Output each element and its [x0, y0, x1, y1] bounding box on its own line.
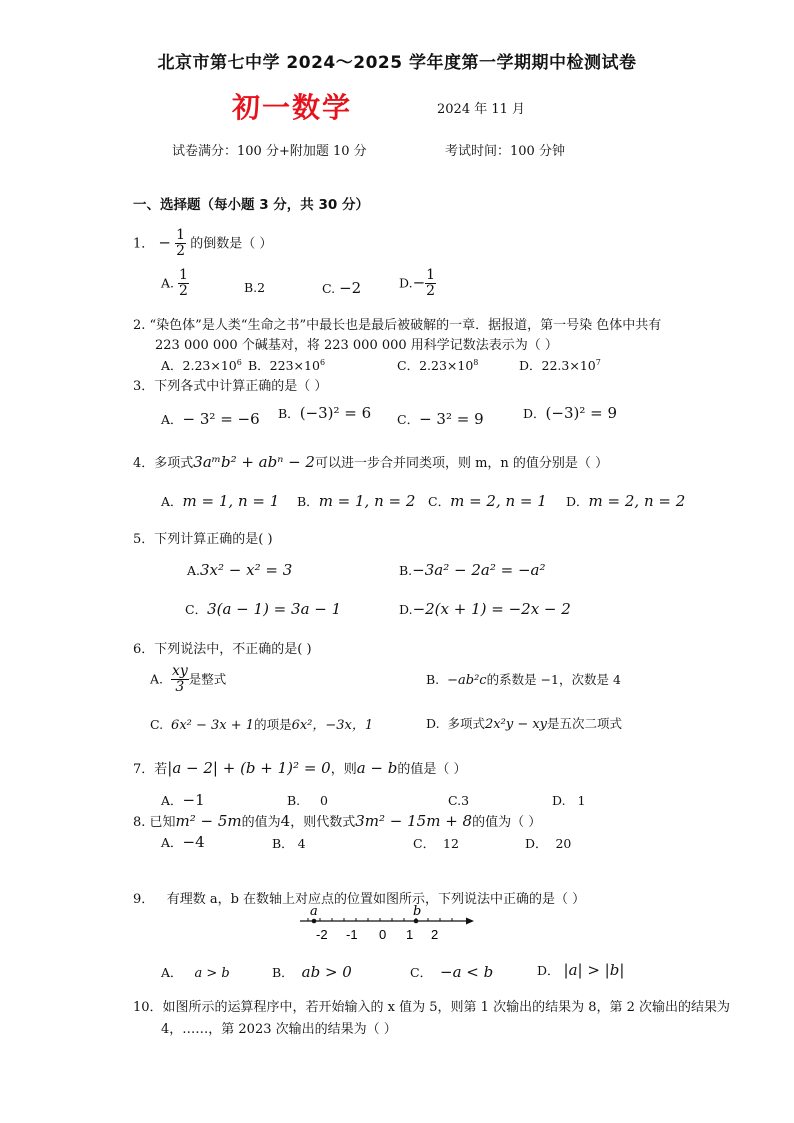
- q5-option-b: B.−3a² − 2a² = −a²: [399, 561, 546, 579]
- question-9: 9． 有理数 a，b 在数轴上对应点的位置如图所示，下列说法中正确的是（ ）: [133, 892, 586, 907]
- q9-option-a: A． a > b: [161, 965, 230, 981]
- section-heading: 一、选择题（每小题 3 分，共 30 分）: [133, 197, 369, 213]
- exam-date: 2024 年 11 月: [437, 102, 526, 117]
- q5-option-a: A.3x² − x² = 3: [187, 561, 293, 579]
- q4-option-a: A．m = 1, n = 1: [161, 492, 280, 510]
- point-b-dot: [414, 919, 419, 924]
- axis-arrow: [466, 918, 474, 925]
- question-2-line2: 223 000 000 个碱基对，将 223 000 000 用科学记数法表示为（ ）: [155, 338, 558, 353]
- q6-option-c: C. 6x² − 3x + 1的项是6x²，−3x，1: [150, 717, 374, 733]
- q4-option-c: C．m = 2, n = 1: [428, 492, 547, 510]
- q1-option-c: C. −2: [322, 279, 362, 297]
- tick-label: 1: [406, 927, 414, 942]
- question-5: 5．下列计算正确的是( ): [133, 532, 273, 547]
- q7-option-a: A．−1: [161, 791, 205, 809]
- full-score: 试卷满分：100 分+附加题 10 分: [172, 144, 367, 159]
- q7-option-b: B. 0: [287, 793, 328, 808]
- subject-title: 初一数学: [232, 91, 353, 124]
- q3-option-c: C．− 3² = 9: [397, 410, 484, 428]
- question-4: 4．多项式3aᵐb² + abⁿ − 2可以进一步合并同类项，则 m，n 的值分别是（ ）: [133, 453, 609, 471]
- tick-label: 0: [379, 927, 387, 942]
- q6-option-b: B. −ab²c的系数是 −1，次数是 4: [426, 672, 621, 688]
- q7-option-c: C.3: [448, 793, 470, 808]
- q3-option-a: A．− 3² = −6: [161, 410, 260, 428]
- point-b-label: b: [413, 904, 422, 919]
- question-10-line1: 10．如图所示的运算程序中，若开始输入的 x 值为 5，则第 1 次输出的结果为 8，第 2 次输出的结果为: [133, 1000, 731, 1015]
- q2-option-b: B．$223\times 10^6$: [248, 357, 326, 373]
- question-6: 6．下列说法中，不正确的是( ): [133, 642, 312, 657]
- q9-option-c: C． −a < b: [410, 963, 494, 981]
- point-a-dot: [312, 919, 317, 924]
- fraction: $\frac{1}{2}$: [176, 227, 186, 260]
- question-3: 3．下列各式中计算正确的是（ ）: [133, 379, 328, 394]
- q1-option-d: D.− $\frac{1}{2}$: [399, 267, 436, 300]
- q5-option-c: C．3(a − 1) = 3a − 1: [185, 600, 342, 618]
- question-2-line1: 2. “染色体”是人类“生命之书”中最长也是最后被破解的一章．据报道，第一号染 色体中共有: [133, 318, 662, 333]
- q4-option-d: D．m = 2, n = 2: [566, 492, 686, 510]
- q6-option-d: D. 多项式2x²y − xy是五次二项式: [426, 716, 623, 732]
- q2-option-a: A．$2.23\times 10^6$: [161, 357, 242, 373]
- q1-option-a: A. $\frac{1}{2}$: [161, 267, 188, 300]
- q9-option-d: D． |a| > |b|: [537, 961, 625, 979]
- tick-label: 2: [431, 927, 439, 942]
- q2-option-d: D．$22.3\times 10^7$: [519, 357, 601, 373]
- q8-option-c: C． 12: [413, 836, 459, 851]
- question-number: 1．: [133, 236, 155, 252]
- q1-option-b: B.2: [244, 280, 266, 295]
- q2-option-c: C．$2.23\times 10^8$: [397, 357, 479, 373]
- point-a-label: a: [310, 904, 318, 919]
- q9-option-b: B． ab > 0: [272, 963, 352, 981]
- question-8: 8. 已知m² − 5m的值为4，则代数式3m² − 15m + 8的值为（ ）: [133, 812, 542, 830]
- tick-label: -2: [316, 927, 328, 942]
- question-10-line2: 4，……，第 2023 次输出的结果为（ ）: [161, 1022, 397, 1037]
- question-text: 的倒数是（ ）: [190, 236, 273, 252]
- q5-option-d: D.−2(x + 1) = −2x − 2: [399, 600, 571, 618]
- q3-option-d: D．(−3)² = 9: [523, 404, 618, 422]
- q3-option-b: B．(−3)² = 6: [278, 404, 372, 422]
- q7-option-d: D. 1: [552, 793, 586, 808]
- exam-title: 北京市第七中学 2024～2025 学年度第一学期期中检测试卷: [157, 53, 637, 73]
- question-7: 7．若|a − 2| + (b + 1)² = 0，则a − b的值是（ ）: [133, 759, 467, 777]
- question-1: 1． − $\frac{1}{2}$ 的倒数是（ ）: [133, 227, 273, 260]
- q6-option-a: A. $\frac{xy}{3}$ 是整式: [150, 663, 227, 696]
- q8-option-d: D． 20: [525, 836, 572, 851]
- number-line: [296, 902, 478, 942]
- q8-option-a: A．−4: [161, 833, 205, 851]
- tick-label: -1: [346, 927, 358, 942]
- q8-option-b: B． 4: [272, 836, 306, 851]
- q4-option-b: B．m = 1, n = 2: [297, 492, 416, 510]
- exam-time: 考试时间：100 分钟: [445, 144, 565, 159]
